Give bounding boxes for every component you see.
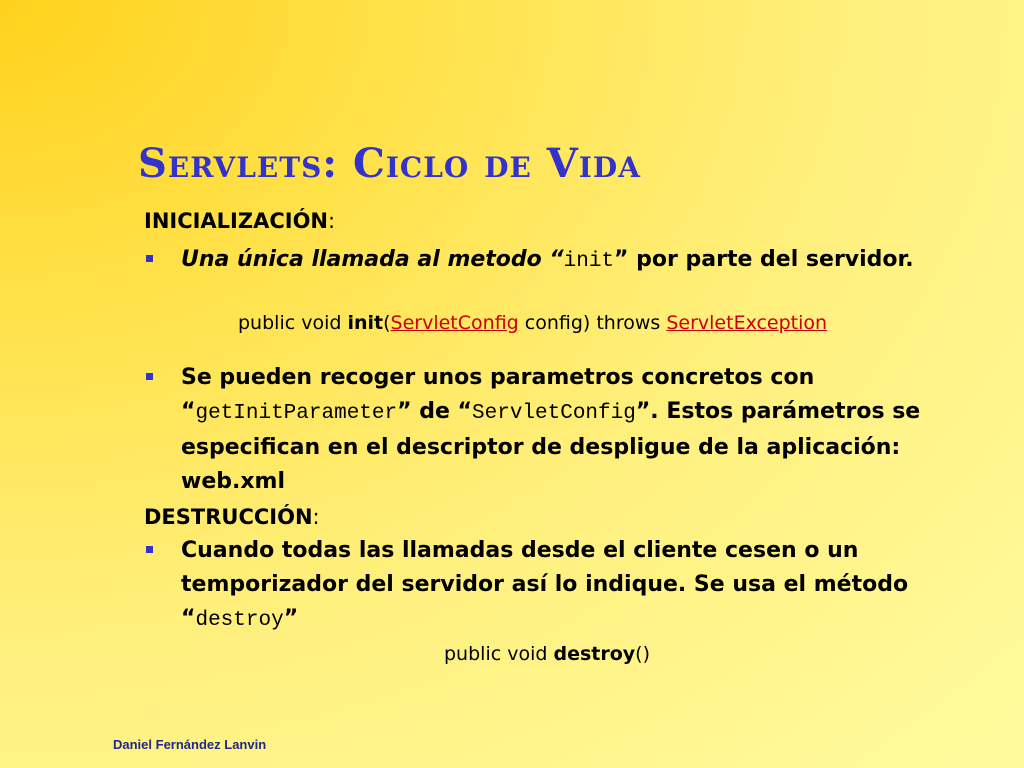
section-heading-initialization <box>144 204 1004 238</box>
heading-colon: : <box>328 209 336 233</box>
heading-colon: : <box>312 505 320 529</box>
destroy-method-signature <box>144 640 1004 668</box>
bullet-text-after: ” <box>283 606 299 631</box>
code-destroy: destroy <box>195 609 284 632</box>
slide-title: Servlets: Ciclo de Vida <box>138 140 641 187</box>
section-heading-destruction <box>144 500 1004 534</box>
square-bullet-icon <box>146 373 153 380</box>
bullet-text-3: ”. Estos parámetros se especifican en el descriptor de despligue de la aplicación: <box>181 399 921 460</box>
square-bullet-icon <box>146 255 153 262</box>
signature-open-paren: ( <box>383 312 391 334</box>
servletexception-link[interactable]: ServletException <box>666 312 828 334</box>
signature-middle: config) throws <box>518 312 667 334</box>
code-getinitparameter: getInitParameter <box>195 402 398 425</box>
code-servletconfig: ServletConfig <box>472 402 636 425</box>
servletconfig-link[interactable]: ServletConfig <box>390 312 519 334</box>
heading-text: DESTRUCCIÓN <box>144 505 313 529</box>
signature-prefix: public void <box>444 643 554 665</box>
code-init: init <box>563 250 615 273</box>
bullet-text-2: ” de “ <box>397 399 473 424</box>
bullet-init-call <box>144 243 1004 279</box>
bullet-destroy-call <box>144 534 1004 638</box>
heading-text: INICIALIZACIÓN <box>144 209 329 233</box>
bullet-text-before: Una única llamada al metodo “ <box>181 247 564 272</box>
init-method-signature <box>144 309 1004 337</box>
bullet-text-after: ” por parte del servidor. <box>614 247 914 272</box>
signature-method-name: init <box>347 312 384 334</box>
web-xml-filename: web.xml <box>181 469 286 494</box>
footer-author: Daniel Fernández Lanvin <box>113 737 267 752</box>
bullet-text-1: Se pueden recoger unos parametros concretos con “ <box>181 365 815 424</box>
bullet-init-parameters <box>144 361 1004 499</box>
signature-parens: () <box>635 643 650 665</box>
bullet-text-before: Cuando todas las llamadas desde el cliente cesen o un temporizador del servidor así lo indique. Se usa el método “ <box>181 538 909 631</box>
slide-content <box>144 204 1004 668</box>
square-bullet-icon <box>146 546 153 553</box>
signature-method-name: destroy <box>553 643 636 665</box>
signature-prefix: public void <box>238 312 348 334</box>
